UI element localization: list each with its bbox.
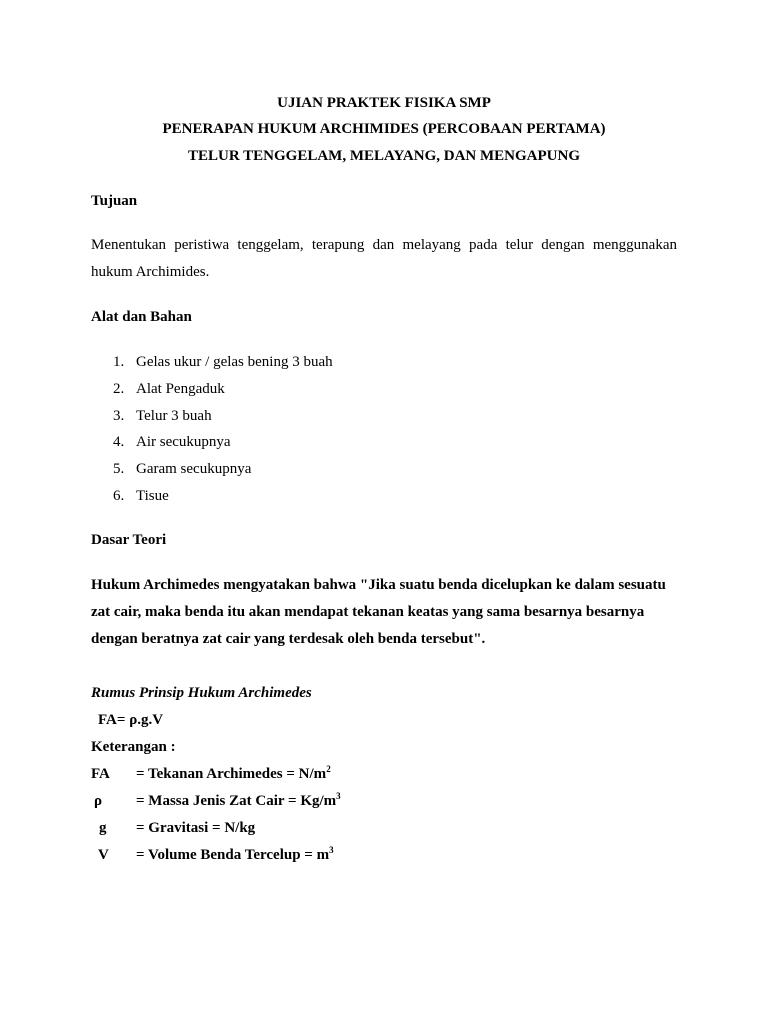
tujuan-line-1: Menentukan peristiwa tenggelam, terapung dan melayang pada telur dengan menggunakan — [91, 237, 677, 253]
definition-text: = Gravitasi = N/kg — [136, 820, 256, 836]
definition-description — [136, 845, 334, 865]
list-item-text: Gelas ukur / gelas bening 3 buah — [136, 354, 333, 370]
tujuan-paragraph — [91, 232, 677, 286]
definition-symbol: ρ — [94, 793, 103, 809]
definition-text: = Massa Jenis Zat Cair = Kg/m — [136, 793, 337, 809]
title-line-2: PENERAPAN HUKUM ARCHIMIDES (PERCOBAAN PERTAMA) — [162, 121, 606, 137]
list-item — [91, 486, 677, 513]
definition-symbol: g — [99, 820, 107, 836]
heading-dasar-teori: Dasar Teori — [91, 532, 167, 548]
list-item — [91, 406, 677, 433]
definition-superscript: 3 — [329, 845, 334, 855]
title-line-3: TELUR TENGGELAM, MELAYANG, DAN MENGAPUNG — [188, 148, 580, 164]
definition-superscript: 2 — [326, 764, 331, 774]
list-item-number: 6. — [113, 487, 125, 504]
heading-alat-bahan: Alat dan Bahan — [91, 309, 192, 325]
definition-description — [136, 791, 341, 811]
list-item-number: 1. — [113, 354, 125, 370]
tujuan-line-2: hukum Archimides. — [91, 264, 210, 280]
definition-symbol: FA — [91, 766, 110, 782]
definition-row — [91, 845, 677, 865]
definition-superscript: 3 — [336, 791, 341, 801]
definition-text: = Volume Benda Tercelup = m — [136, 847, 330, 863]
list-item-text: Garam secukupnya — [136, 461, 252, 478]
definition-text: = Tekanan Archimedes = N/m — [136, 766, 327, 782]
definition-description — [136, 818, 255, 838]
keterangan-label: Keterangan : — [91, 739, 176, 755]
list-item — [91, 459, 677, 486]
formula — [98, 710, 163, 730]
formula-lhs: FA — [98, 712, 117, 728]
definition-symbol: V — [98, 847, 109, 863]
list-item-text: Air secukupnya — [136, 434, 231, 451]
dasar-line-3: dengan beratnya zat cair yang terdesak oleh benda tersebut". — [91, 631, 486, 647]
dasar-teori-paragraph — [91, 572, 677, 653]
definition-row — [91, 764, 677, 784]
list-item — [91, 379, 677, 406]
dasar-line-1: Hukum Archimedes mengyatakan bahwa "Jika suatu benda dicelupkan ke dalam sesuatu — [91, 577, 666, 593]
alat-bahan-list — [91, 352, 677, 513]
definition-description — [136, 764, 331, 784]
rumus-heading: Rumus Prinsip Hukum Archimedes — [91, 685, 312, 701]
list-item-number: 2. — [113, 380, 125, 397]
list-item-number: 5. — [113, 461, 125, 478]
list-item — [91, 352, 677, 379]
list-item-text: Telur 3 buah — [136, 407, 212, 424]
title-line-1: UJIAN PRAKTEK FISIKA SMP — [277, 95, 491, 111]
definition-row — [91, 791, 677, 811]
list-item-number: 3. — [113, 407, 125, 424]
dasar-line-2: zat cair, maka benda itu akan mendapat tekanan keatas yang sama besarnya besarnya — [91, 604, 645, 620]
list-item-text: Alat Pengaduk — [136, 380, 225, 397]
formula-rhs: = ρ.g.V — [116, 712, 164, 728]
list-item — [91, 432, 677, 459]
list-item-text: Tisue — [136, 487, 169, 504]
heading-tujuan: Tujuan — [91, 193, 138, 209]
definition-row — [91, 818, 677, 838]
list-item-number: 4. — [113, 434, 125, 451]
